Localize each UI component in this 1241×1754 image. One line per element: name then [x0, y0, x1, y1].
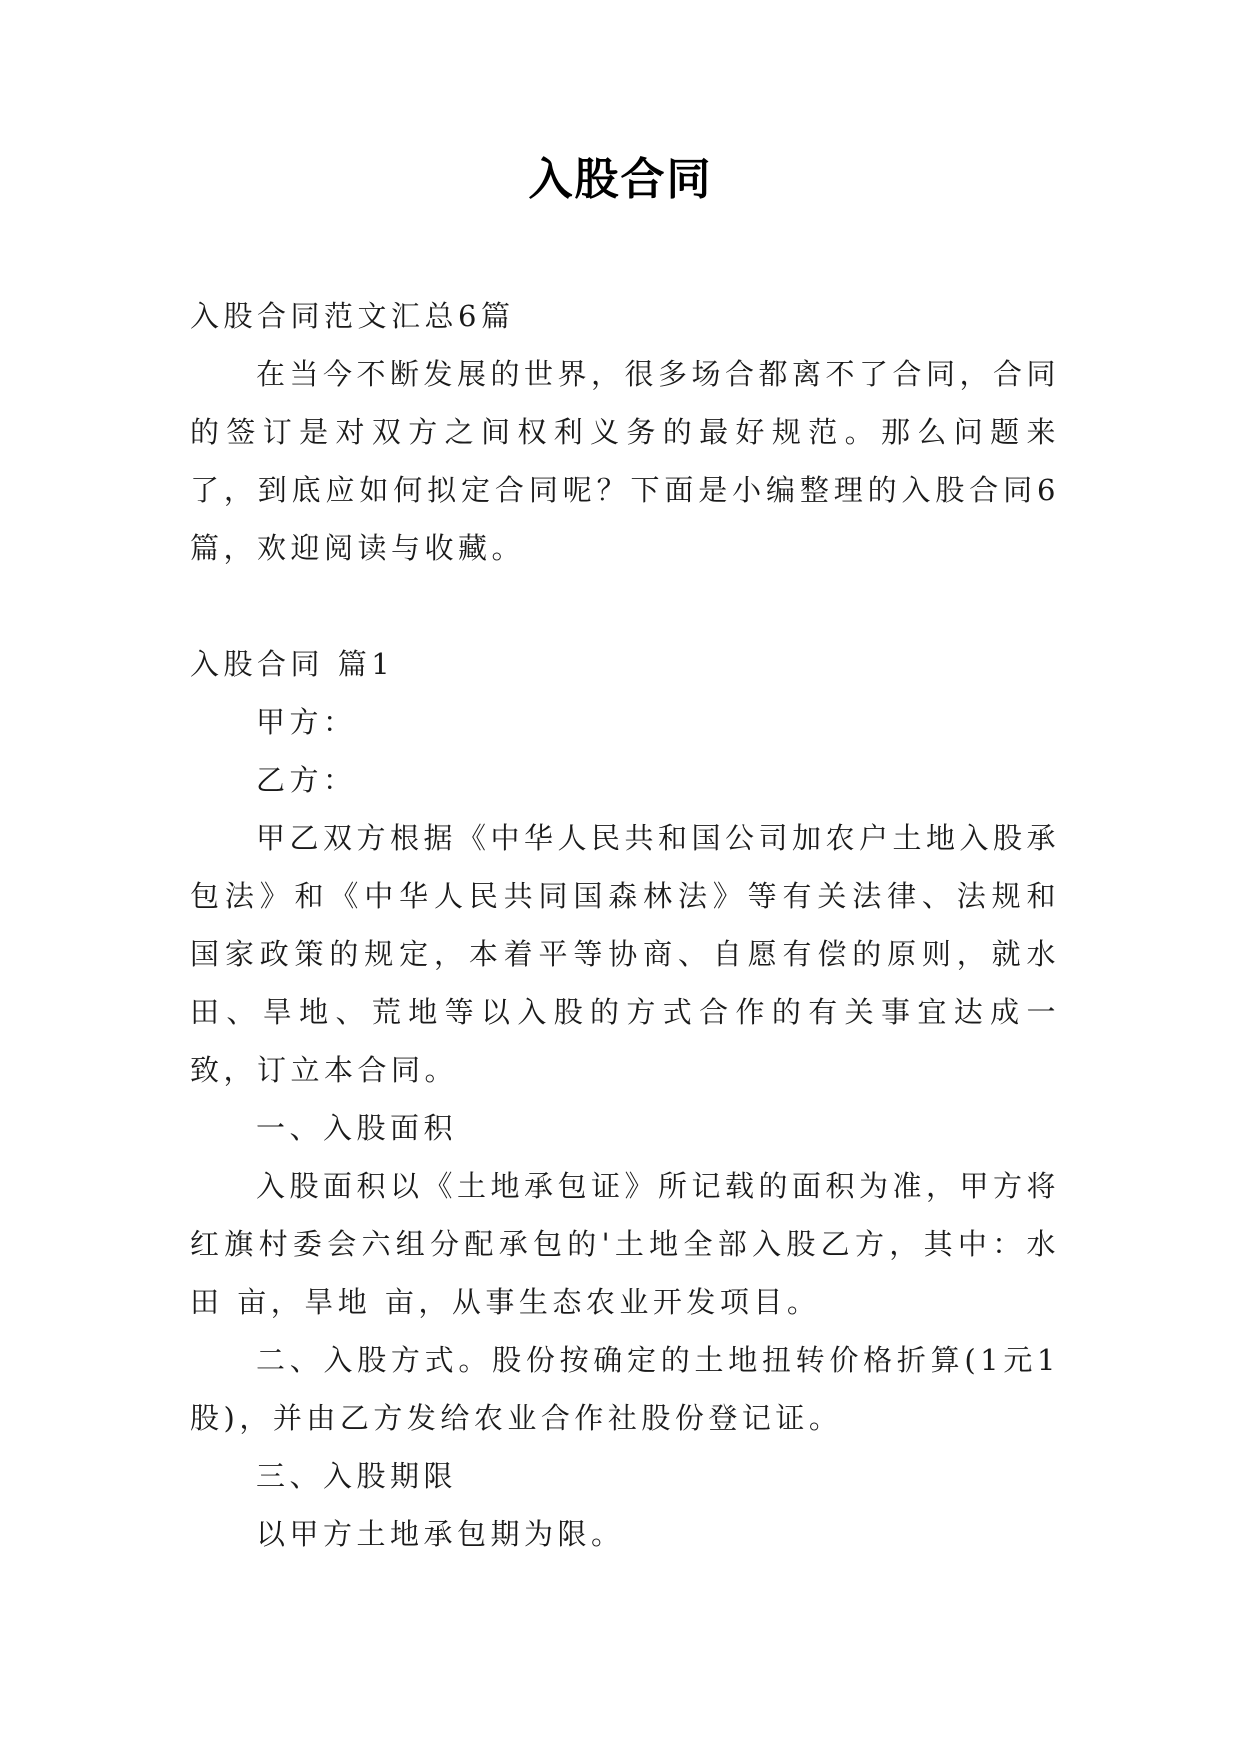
- clause-heading-area: 一、入股面积: [256, 1111, 458, 1145]
- party-b-line: 乙方：: [256, 763, 357, 797]
- document-body: [190, 287, 1060, 1563]
- clause-area-paragraph: 入股面积以《土地承包证》所记载的面积为准，甲方将红旗村委会六组分配承包的'土地全部入股乙方，其中：水田 亩，旱地 亩，从事生态农业开发项目。: [190, 1169, 1061, 1319]
- summary-heading: 入股合同范文汇总6篇: [190, 299, 515, 333]
- clause-method-paragraph: 二、入股方式。股份按确定的土地扭转价格折算(1元1股)，并由乙方发给农业合作社股份登记证。: [190, 1343, 1060, 1435]
- clause-term-paragraph: 以甲方土地承包期为限。: [256, 1517, 625, 1551]
- document-title: 入股合同: [528, 154, 713, 205]
- section-heading-part-1: 入股合同 篇1: [190, 647, 395, 681]
- clause-heading-term: 三、入股期限: [256, 1459, 458, 1493]
- party-a-line: 甲方：: [256, 705, 357, 739]
- preamble-paragraph: 甲乙双方根据《中华人民共和国公司加农户土地入股承包法》和《中华人民共同国森林法》等有关法律、法规和国家政策的规定，本着平等协商、自愿有偿的原则，就水田、旱地、荒地等以入股的方式合作的有关事宜达成一致，订立本合同。: [190, 821, 1061, 1087]
- intro-paragraph: 在当今不断发展的世界，很多场合都离不了合同，合同的签订是对双方之间权利义务的最好规范。那么问题来了，到底应如何拟定合同呢？下面是小编整理的入股合同6篇，欢迎阅读与收藏。: [190, 357, 1061, 565]
